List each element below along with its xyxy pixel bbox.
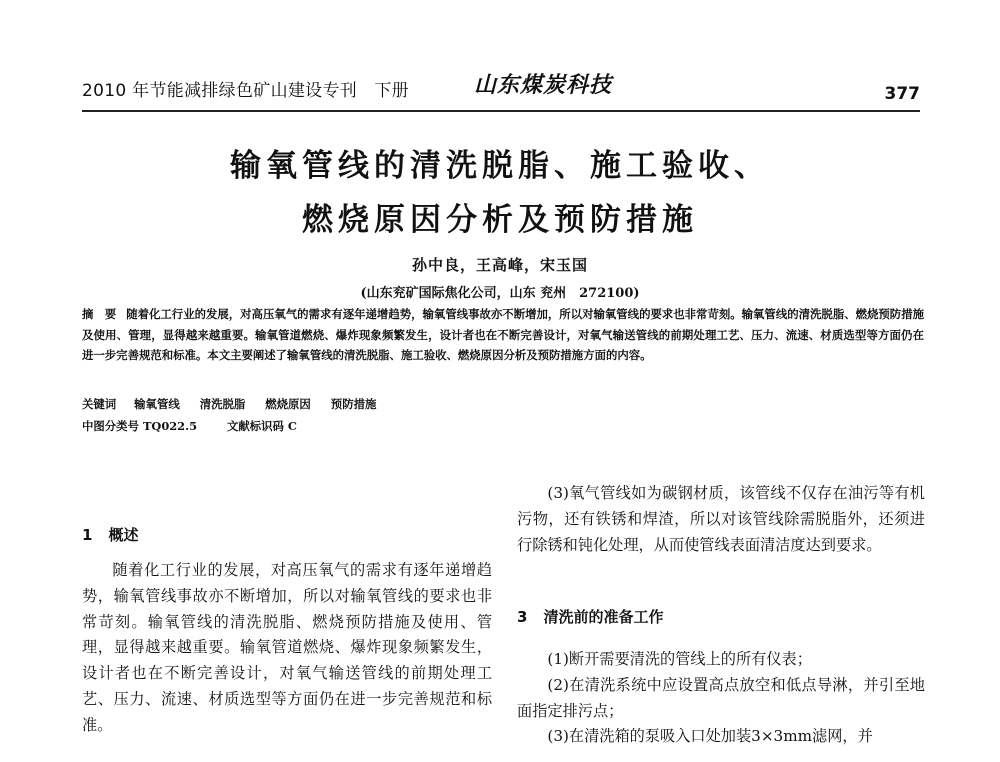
keyword: 清洗脱脂 <box>199 397 246 411</box>
section1-number: 1 <box>82 526 93 544</box>
list-item: (2)在清洗系统中应设置高点放空和低点导淋，并引至地面指定排污点； <box>517 675 925 720</box>
journal-title: 2010 年节能减排绿色矿山建设专刊 下册 <box>82 81 409 101</box>
running-header <box>82 72 920 112</box>
doc-code-label: 文献标识码 <box>226 419 284 433</box>
doc-code: C <box>287 419 297 433</box>
section3-title: 清洗前的准备工作 <box>543 608 664 626</box>
class-code: TQ022.5 <box>142 419 198 433</box>
list-item: (1)断开需要清洗的管线上的所有仪表； <box>547 650 812 668</box>
abstract <box>82 304 924 366</box>
section1-heading <box>82 524 138 545</box>
section3-number: 3 <box>517 608 528 626</box>
keywords-label: 关键词 <box>82 397 117 411</box>
section3-heading <box>517 606 663 627</box>
keyword: 预防措施 <box>330 397 377 411</box>
header-rule <box>82 110 920 112</box>
authors: 孙中良，王高峰，宋玉国 <box>411 256 588 274</box>
class-label: 中图分类号 <box>82 419 139 433</box>
keyword: 燃烧原因 <box>265 397 311 411</box>
section3-list <box>517 647 925 762</box>
article-title-line1: 输氧管线的清洗脱脂、施工验收、 <box>230 148 770 184</box>
list-item: (3)在清洗箱的泵吸入口处加装3×3mm滤网，并 <box>547 727 873 746</box>
keywords <box>82 396 924 412</box>
item3-paragraph: (3)氧气管线如为碳钢材质，该管线不仅存在油污等有机污物，还有铁锈和焊渣，所以对该管线除需脱脂外，还须进行除锈和钝化处理，从而使管线表面清洁度达到要求。 <box>517 484 925 554</box>
article-title-line2: 燃烧原因分析及预防措施 <box>302 202 698 238</box>
abstract-text: 随着化工行业的发展，对高压氧气的需求有逐年递增趋势，输氧管线事故亦不断增加，所以对输氧管线的要求也非常苛刻。输氧管线的清洗脱脂、燃烧预防措施及使用、管理，显得越来越重要。输氧管道燃烧、爆炸现象频繁发生，设计者也在不断完善设计，对氧气输送管线的前期处理工艺、压力、流速、材质选型等方面仍在进一步完善规范和标准。本文主要阐述了输氧管线的清洗脱脂、施工验收、燃烧原因分析及预防措施方面的内容。 <box>82 307 924 362</box>
section1-title: 概述 <box>108 526 139 544</box>
journal-logo: 山东煤炭科技 <box>474 72 613 98</box>
classification-line <box>82 418 297 434</box>
right-column-paragraph <box>517 481 925 558</box>
abstract-label: 摘 要 <box>82 307 117 321</box>
affiliation: (山东兖矿国际焦化公司，山东 兖州 272100) <box>360 286 640 301</box>
section1-paragraph: 随着化工行业的发展，对高压氧气的需求有逐年递增趋势，输氧管线事故亦不断增加，所以对输氧管线的要求也非常苛刻。输氧管线的清洗脱脂、燃烧预防措施及使用、管理，显得越来越重要。输氧管道燃烧、爆炸现象频繁发生，设计者也在不断完善设计，对氧气输送管线的前期处理工艺、压力、流速、材质选型等方面仍在进一步完善规范和标准。 <box>82 561 492 734</box>
page-number: 377 <box>884 84 920 104</box>
left-column <box>82 558 492 739</box>
keyword: 输氧管线 <box>134 397 180 411</box>
